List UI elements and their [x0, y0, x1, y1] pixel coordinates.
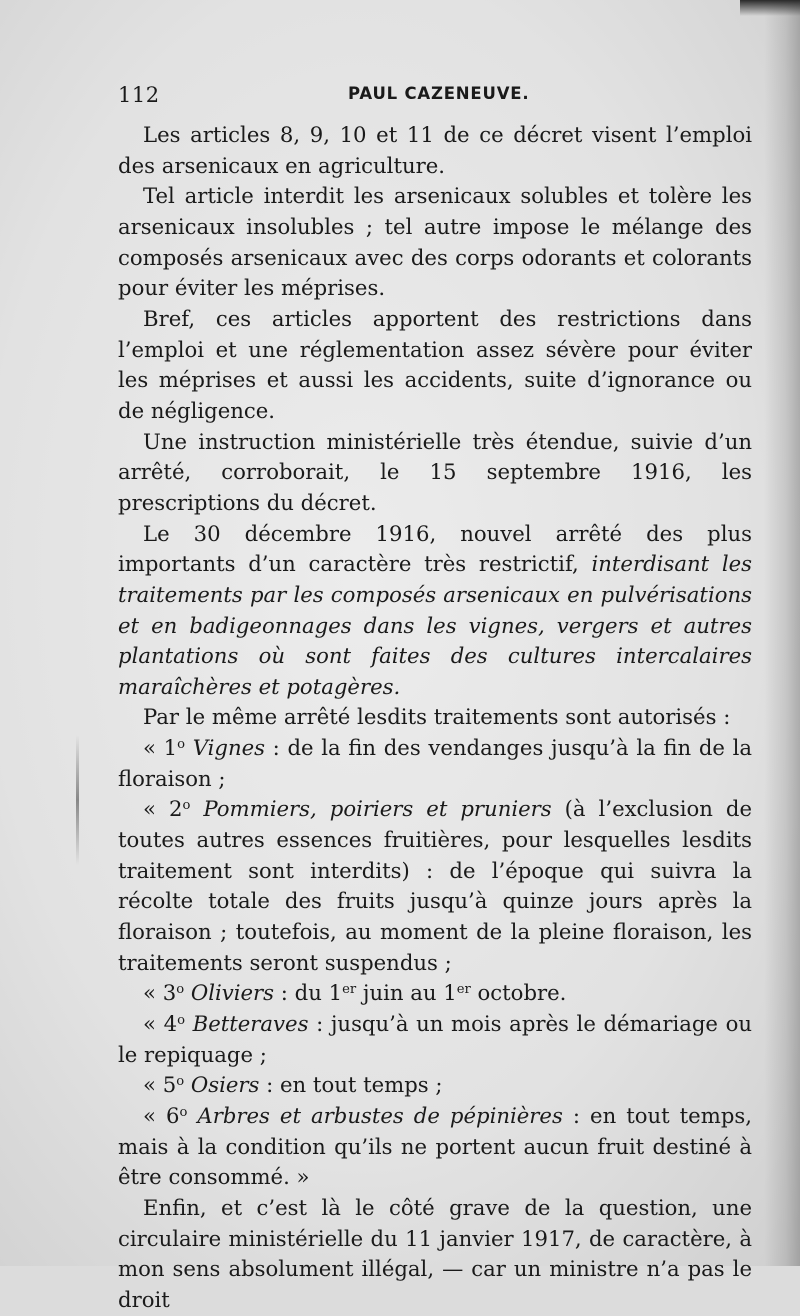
paragraph: Par le même arrêté lesdits traitements sont autorisés :: [143, 704, 731, 730]
list-item: [118, 1070, 752, 1101]
item-label: Osiers: [190, 1072, 260, 1098]
italic-span: interdisant les traitements par les composés arsenicaux en pulvérisations et en badigeonnages dans les vignes, vergers et autres plantations où sont faites des cultures intercalaires maraîchères et potagères.: [118, 551, 753, 699]
paragraph: Enfin, et c’est là le côté grave de la question, une circulaire ministérielle du 11 janvier 1917, de caractère, à mon sens absolument illégal, — car un ministre n’a pas le droit: [118, 1194, 752, 1312]
ordinal-mark: o: [177, 736, 186, 752]
body-text: [118, 120, 752, 1316]
paragraph: Une instruction ministérielle très étendue, suivie d’un arrêté, corroborait, le 15 septembre 1916, les prescriptions du décret.: [118, 428, 752, 515]
ordinal-mark: o: [182, 798, 191, 814]
list-item: [118, 1101, 752, 1193]
paragraph: Bref, ces articles apportent des restrictions dans l’emploi et une réglementation assez sévère pour éviter les méprises et aussi les accidents, suite d’ignorance ou de négligence.: [118, 305, 752, 423]
ordinal-mark: o: [177, 1012, 185, 1028]
paragraph: Les articles 8, 9, 10 et 11 de ce décret visent l’emploi des arsenicaux en agriculture.: [118, 122, 752, 178]
page-number: 112: [118, 83, 160, 107]
item-number: « 4: [143, 1011, 178, 1037]
item-text: : de la fin des vendanges jusqu’à la fin de la floraison ;: [118, 735, 752, 791]
item-text: juin au 1: [356, 980, 457, 1006]
ordinal-mark: er: [456, 982, 471, 998]
text-span: Le 30 décembre 1916, nouvel arrêté des plus importants d’un caractère très restrictif,: [118, 520, 752, 577]
ordinal-mark: er: [342, 982, 357, 998]
item-text: : jusqu’à un mois après le démariage ou le repiquage ;: [118, 1011, 752, 1067]
item-number: « 6: [143, 1103, 180, 1128]
item-number: « 2: [143, 796, 183, 822]
list-item: [118, 794, 752, 978]
page-header: [118, 83, 758, 113]
list-item: [118, 1009, 752, 1070]
ordinal-mark: o: [176, 1074, 185, 1090]
list-item: [118, 733, 752, 794]
list-item: [118, 978, 752, 1009]
item-number: « 1: [143, 735, 178, 761]
item-text: : en tout temps, mais à la condition qu’ils ne portent aucun fruit destiné à être consommé. »: [118, 1103, 752, 1190]
ordinal-mark: o: [179, 1104, 188, 1120]
margin-pencil-mark: [76, 735, 79, 865]
ordinal-mark: o: [176, 982, 185, 998]
page-edge-shadow: [764, 0, 800, 1266]
item-label: Pommiers, poiriers et pruniers: [203, 796, 552, 822]
item-label: Vignes: [192, 735, 266, 761]
running-head: PAUL CAZENEUVE.: [348, 84, 530, 103]
item-label: Oliviers: [190, 980, 275, 1006]
paragraph: Tel article interdit les arsenicaux solubles et tolère les arsenicaux insolubles ; tel autre impose le mélange des composés arsenicaux avec des corps odorants et colorants pour éviter les méprises.: [118, 183, 752, 301]
item-label: Betteraves: [192, 1011, 309, 1037]
item-text: octobre.: [470, 980, 567, 1006]
item-number: « 5: [143, 1072, 177, 1098]
paragraph: [118, 519, 752, 703]
item-label: Arbres et arbustes de pépinières: [197, 1103, 563, 1128]
item-text: (à l’exclusion de toutes autres essences fruitières, pour lesquelles lesdits traitement sont interdits) : de l’époque qui suivra la récolte totale des fruits jusqu’à quinze jours après la floraison ; toutefois, au moment de la pleine floraison, les traitements seront suspendus ;: [118, 796, 752, 975]
item-text: : en tout temps ;: [259, 1072, 443, 1098]
item-text: : du 1: [274, 980, 343, 1006]
item-number: « 3: [143, 980, 177, 1006]
corner-shadow: [740, 0, 800, 16]
